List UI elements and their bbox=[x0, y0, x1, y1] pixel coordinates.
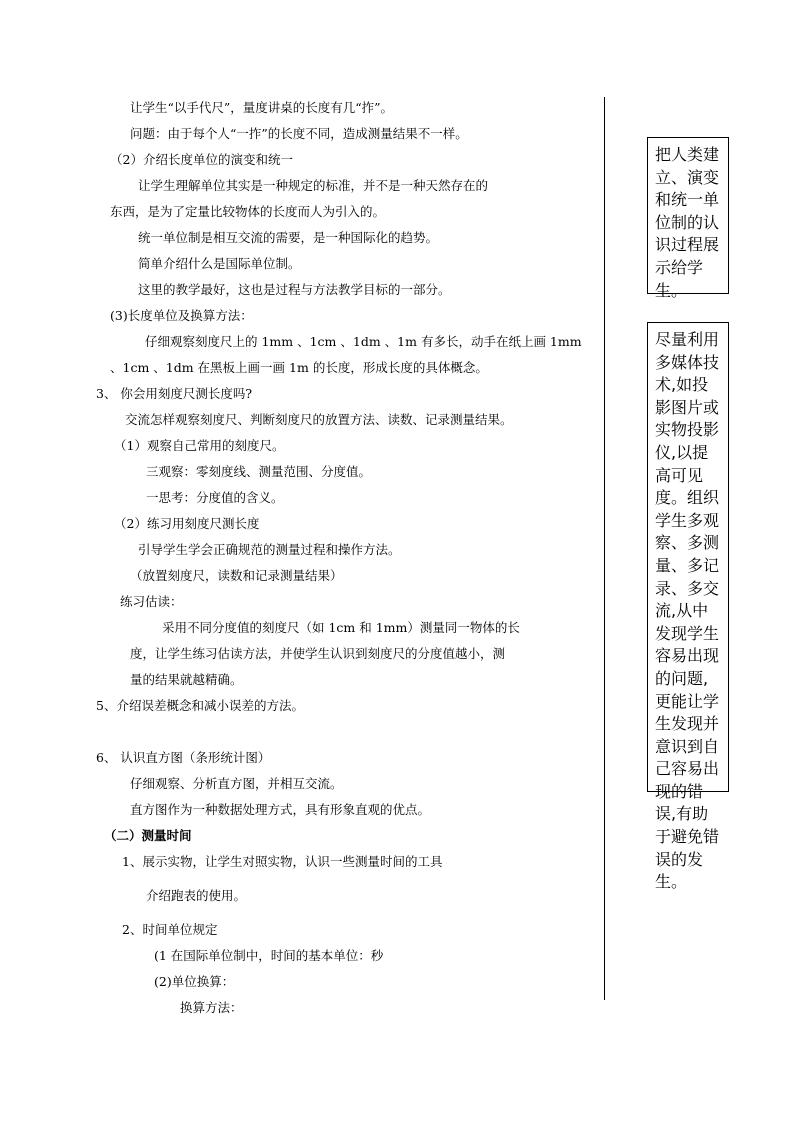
text-line: 简单介绍什么是国际单位制。 bbox=[138, 256, 301, 271]
text-line: （1）观察自己常用的刻度尺。 bbox=[114, 438, 285, 453]
text-line: 量的结果就越精确。 bbox=[130, 672, 243, 687]
text-line: 换算方法： bbox=[180, 1000, 243, 1015]
text-line: （2）介绍长度单位的演变和统一 bbox=[110, 152, 293, 167]
text-line: (3)长度单位及换算方法： bbox=[110, 308, 253, 323]
text-line: （放置刻度尺，读数和记录测量结果） bbox=[130, 568, 343, 583]
text-line: 东西，是为了定量比较物体的长度而人为引入的。 bbox=[110, 204, 386, 219]
text-line: (1 在国际单位制中，时间的基本单位：秒 bbox=[154, 948, 384, 963]
text-line: (2)单位换算： bbox=[154, 974, 235, 989]
margin-note-1: 把人类建立、演变和统一单位制的认识过程展示给学生。 bbox=[647, 137, 729, 294]
section-heading: 3、 你会用刻度尺测长度吗? bbox=[96, 386, 253, 401]
text-line: 、1cm 、1dm 在黑板上画一画 1m 的长度，形成长度的具体概念。 bbox=[110, 360, 488, 375]
section-heading: 6、 认识直方图（条形统计图） bbox=[96, 750, 271, 765]
text-line: 这里的教学最好，这也是过程与方法教学目标的一部分。 bbox=[138, 282, 451, 297]
text-line: 仔细观察刻度尺上的 1mm 、1cm 、1dm 、1m 有多长，动手在纸上画 1mm bbox=[145, 334, 582, 349]
text-line: 让学生理解单位其实是一种规定的标准，并不是一种天然存在的 bbox=[138, 178, 489, 193]
text-line: 引导学生学会正确规范的测量过程和操作方法。 bbox=[138, 542, 401, 557]
section-heading: （二）测量时间 bbox=[104, 828, 192, 843]
text-line: 直方图作为一种数据处理方式，具有形象直观的优点。 bbox=[130, 802, 431, 817]
section-heading: 5、介绍误差概念和减小误差的方法。 bbox=[96, 698, 304, 713]
text-line: 统一单位制是相互交流的需要，是一种国际化的趋势。 bbox=[138, 230, 439, 245]
margin-note-2: 尽量利用多媒体技术,如投影图片或实物投影仪,以提高可见度。组织学生多观察、多测量、多记录、多交流,从中发现学生容易出现的问题,更能让学生发现并意识到自己容易出现的错误,有助于避免错误的发生。 bbox=[647, 322, 729, 792]
text-line: 问题：由于每个人“一拃”的长度不同，造成测量结果不一样。 bbox=[130, 126, 468, 141]
text-line: 让学生“以手代尺”，量度讲桌的长度有几“拃”。 bbox=[130, 100, 394, 115]
text-line: 仔细观察、分析直方图，并相互交流。 bbox=[130, 776, 343, 791]
text-line: 2、时间单位规定 bbox=[122, 922, 218, 937]
text-line: 采用不同分度值的刻度尺（如 1cm 和 1mm）测量同一物体的长 bbox=[162, 620, 520, 635]
text-line: 一思考：分度值的含义。 bbox=[146, 490, 284, 505]
column-divider bbox=[604, 97, 605, 1000]
text-line: 1、展示实物，让学生对照实物，认识一些测量时间的工具 bbox=[122, 854, 443, 869]
text-line: 练习估读： bbox=[120, 594, 183, 609]
text-line: 度，让学生练习估读方法，并使学生认识到刻度尺的分度值越小，测 bbox=[130, 646, 506, 661]
text-line: 介绍跑表的使用。 bbox=[146, 888, 247, 903]
text-line: （2）练习用刻度尺测长度 bbox=[114, 516, 260, 531]
text-line: 三观察：零刻度线、测量范围、分度值。 bbox=[146, 464, 372, 479]
text-line: 交流怎样观察刻度尺、判断刻度尺的放置方法、读数、记录测量结果。 bbox=[125, 412, 513, 427]
